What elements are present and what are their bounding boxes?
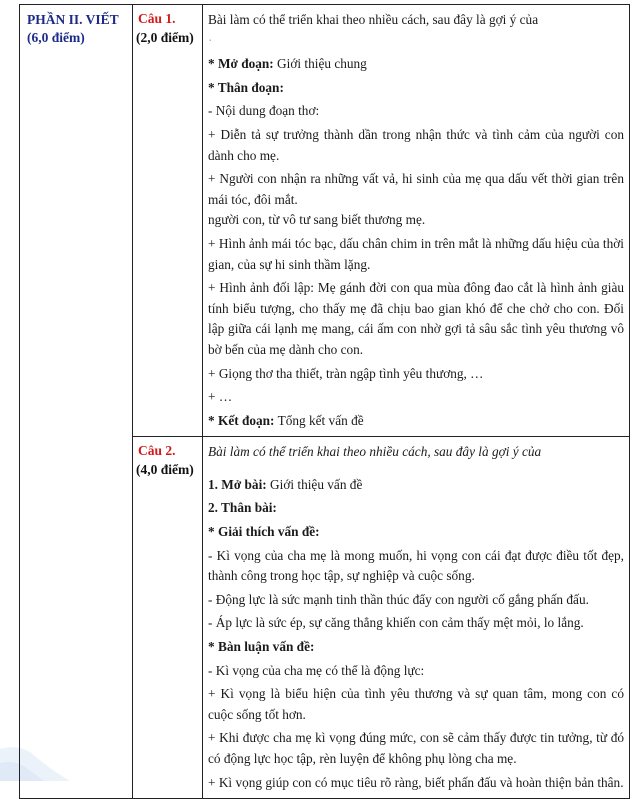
q1-line-4: + Hình ảnh mái tóc bạc, dấu chân chim in trên mắt là những dấu hiệu của thời gian, của sự hi sinh thầm lặng. bbox=[208, 235, 624, 272]
q2-section-1: 1. Mở bài: Giới thiệu vấn đề bbox=[208, 476, 363, 492]
question-2-title: Câu 2. bbox=[138, 443, 176, 459]
answer-table bbox=[19, 4, 630, 799]
question-2-score: (4,0 điểm) bbox=[136, 462, 194, 478]
question-1-score: (2,0 điểm) bbox=[136, 30, 194, 45]
q1-line-1: + Diễn tả sự trưởng thành dần trong nhận thức và tình cảm của người con dành cho mẹ. bbox=[208, 126, 624, 163]
answer-cell-1 bbox=[203, 5, 630, 437]
q1-line-5: + Hình ảnh đối lập: Mẹ gánh đời con qua mùa đông đao cắt là hình ảnh giàu tính biểu tượng, cho thấy mẹ đã chịu bao gian khó để che chở cho con. Đối lập giữa cái lạnh mẹ mang, cái ấm con nhờ gợi tả sâu sắc tình yêu thương vô bờ bến của mẹ dành cho con. bbox=[208, 280, 624, 357]
q2-intro: Bài làm có thể triển khai theo nhiều cách, sau đây là gợi ý của bbox=[208, 444, 542, 460]
q2-discuss-1: + Kì vọng là biểu hiện của tình yêu thương và sự quan tâm, mong con có cuộc sống tốt hơn. bbox=[208, 686, 624, 722]
q2-discuss-3: + Kì vọng giúp con có mục tiêu rõ ràng, biết phấn đấu và hoàn thiện bản thân. bbox=[208, 774, 624, 790]
q1-opening: * Mở đoạn: Giới thiệu chung bbox=[208, 56, 367, 72]
q1-body-label: * Thân đoạn: bbox=[208, 79, 284, 95]
q2-explain-2: - Áp lực là sức ép, sự căng thẳng khiến con cảm thấy mệt mỏi, lo lắng. bbox=[208, 615, 584, 631]
q1-intro: Bài làm có thể triển khai theo nhiều cách, sau đây là gợi ý của · bbox=[208, 12, 539, 48]
q1-closing: * Kết đoạn: Tổng kết vấn đề bbox=[208, 412, 364, 428]
answer-cell-2 bbox=[203, 437, 630, 799]
question-1-title: Câu 1. bbox=[138, 11, 176, 26]
q2-explain-1: - Động lực là sức mạnh tinh thần thúc đẩy con người cố gắng phấn đấu. bbox=[208, 591, 589, 607]
q2-section-2: 2. Thân bài: bbox=[208, 500, 277, 516]
part-cell bbox=[20, 5, 133, 799]
part-score: (6,0 điểm) bbox=[27, 30, 85, 45]
table-row bbox=[20, 5, 630, 437]
q2-explain-0: - Kì vọng của cha mẹ là mong muốn, hi vọng con cái đạt được điều tốt đẹp, thành công trong học tập, sự nghiệp và cuộc sống. bbox=[208, 547, 624, 584]
question-cell-1 bbox=[133, 5, 203, 437]
q1-line-7: + … bbox=[208, 389, 233, 405]
q1-line-3: người con, từ vô tư sang biết thương mẹ. bbox=[208, 212, 426, 228]
q2-discuss-label: * Bàn luận vấn đề: bbox=[208, 639, 315, 655]
q1-line-2: + Người con nhận ra những vất vả, hi sinh của mẹ qua dấu vết thời gian trên mái tóc, đôi mắt. bbox=[208, 171, 624, 207]
q2-discuss-2: + Khi được cha mẹ kì vọng đúng mức, con sẽ cảm thấy được tin tưởng, từ đó có động lực học tập, rèn luyện để không phụ lòng cha mẹ. bbox=[208, 730, 624, 766]
question-cell-2 bbox=[133, 437, 203, 799]
part-title: PHẦN II. VIẾT bbox=[27, 12, 119, 27]
q2-explain-label: * Giải thích vấn đề: bbox=[208, 524, 320, 540]
q1-line-6: + Giọng thơ tha thiết, tràn ngập tình yêu thương, … bbox=[208, 365, 484, 381]
q2-discuss-0: - Kì vọng của cha mẹ có thể là động lực: bbox=[208, 662, 425, 678]
q1-intro-cut: · bbox=[208, 32, 213, 48]
q1-line-0: - Nội dung đoạn thơ: bbox=[208, 103, 320, 119]
